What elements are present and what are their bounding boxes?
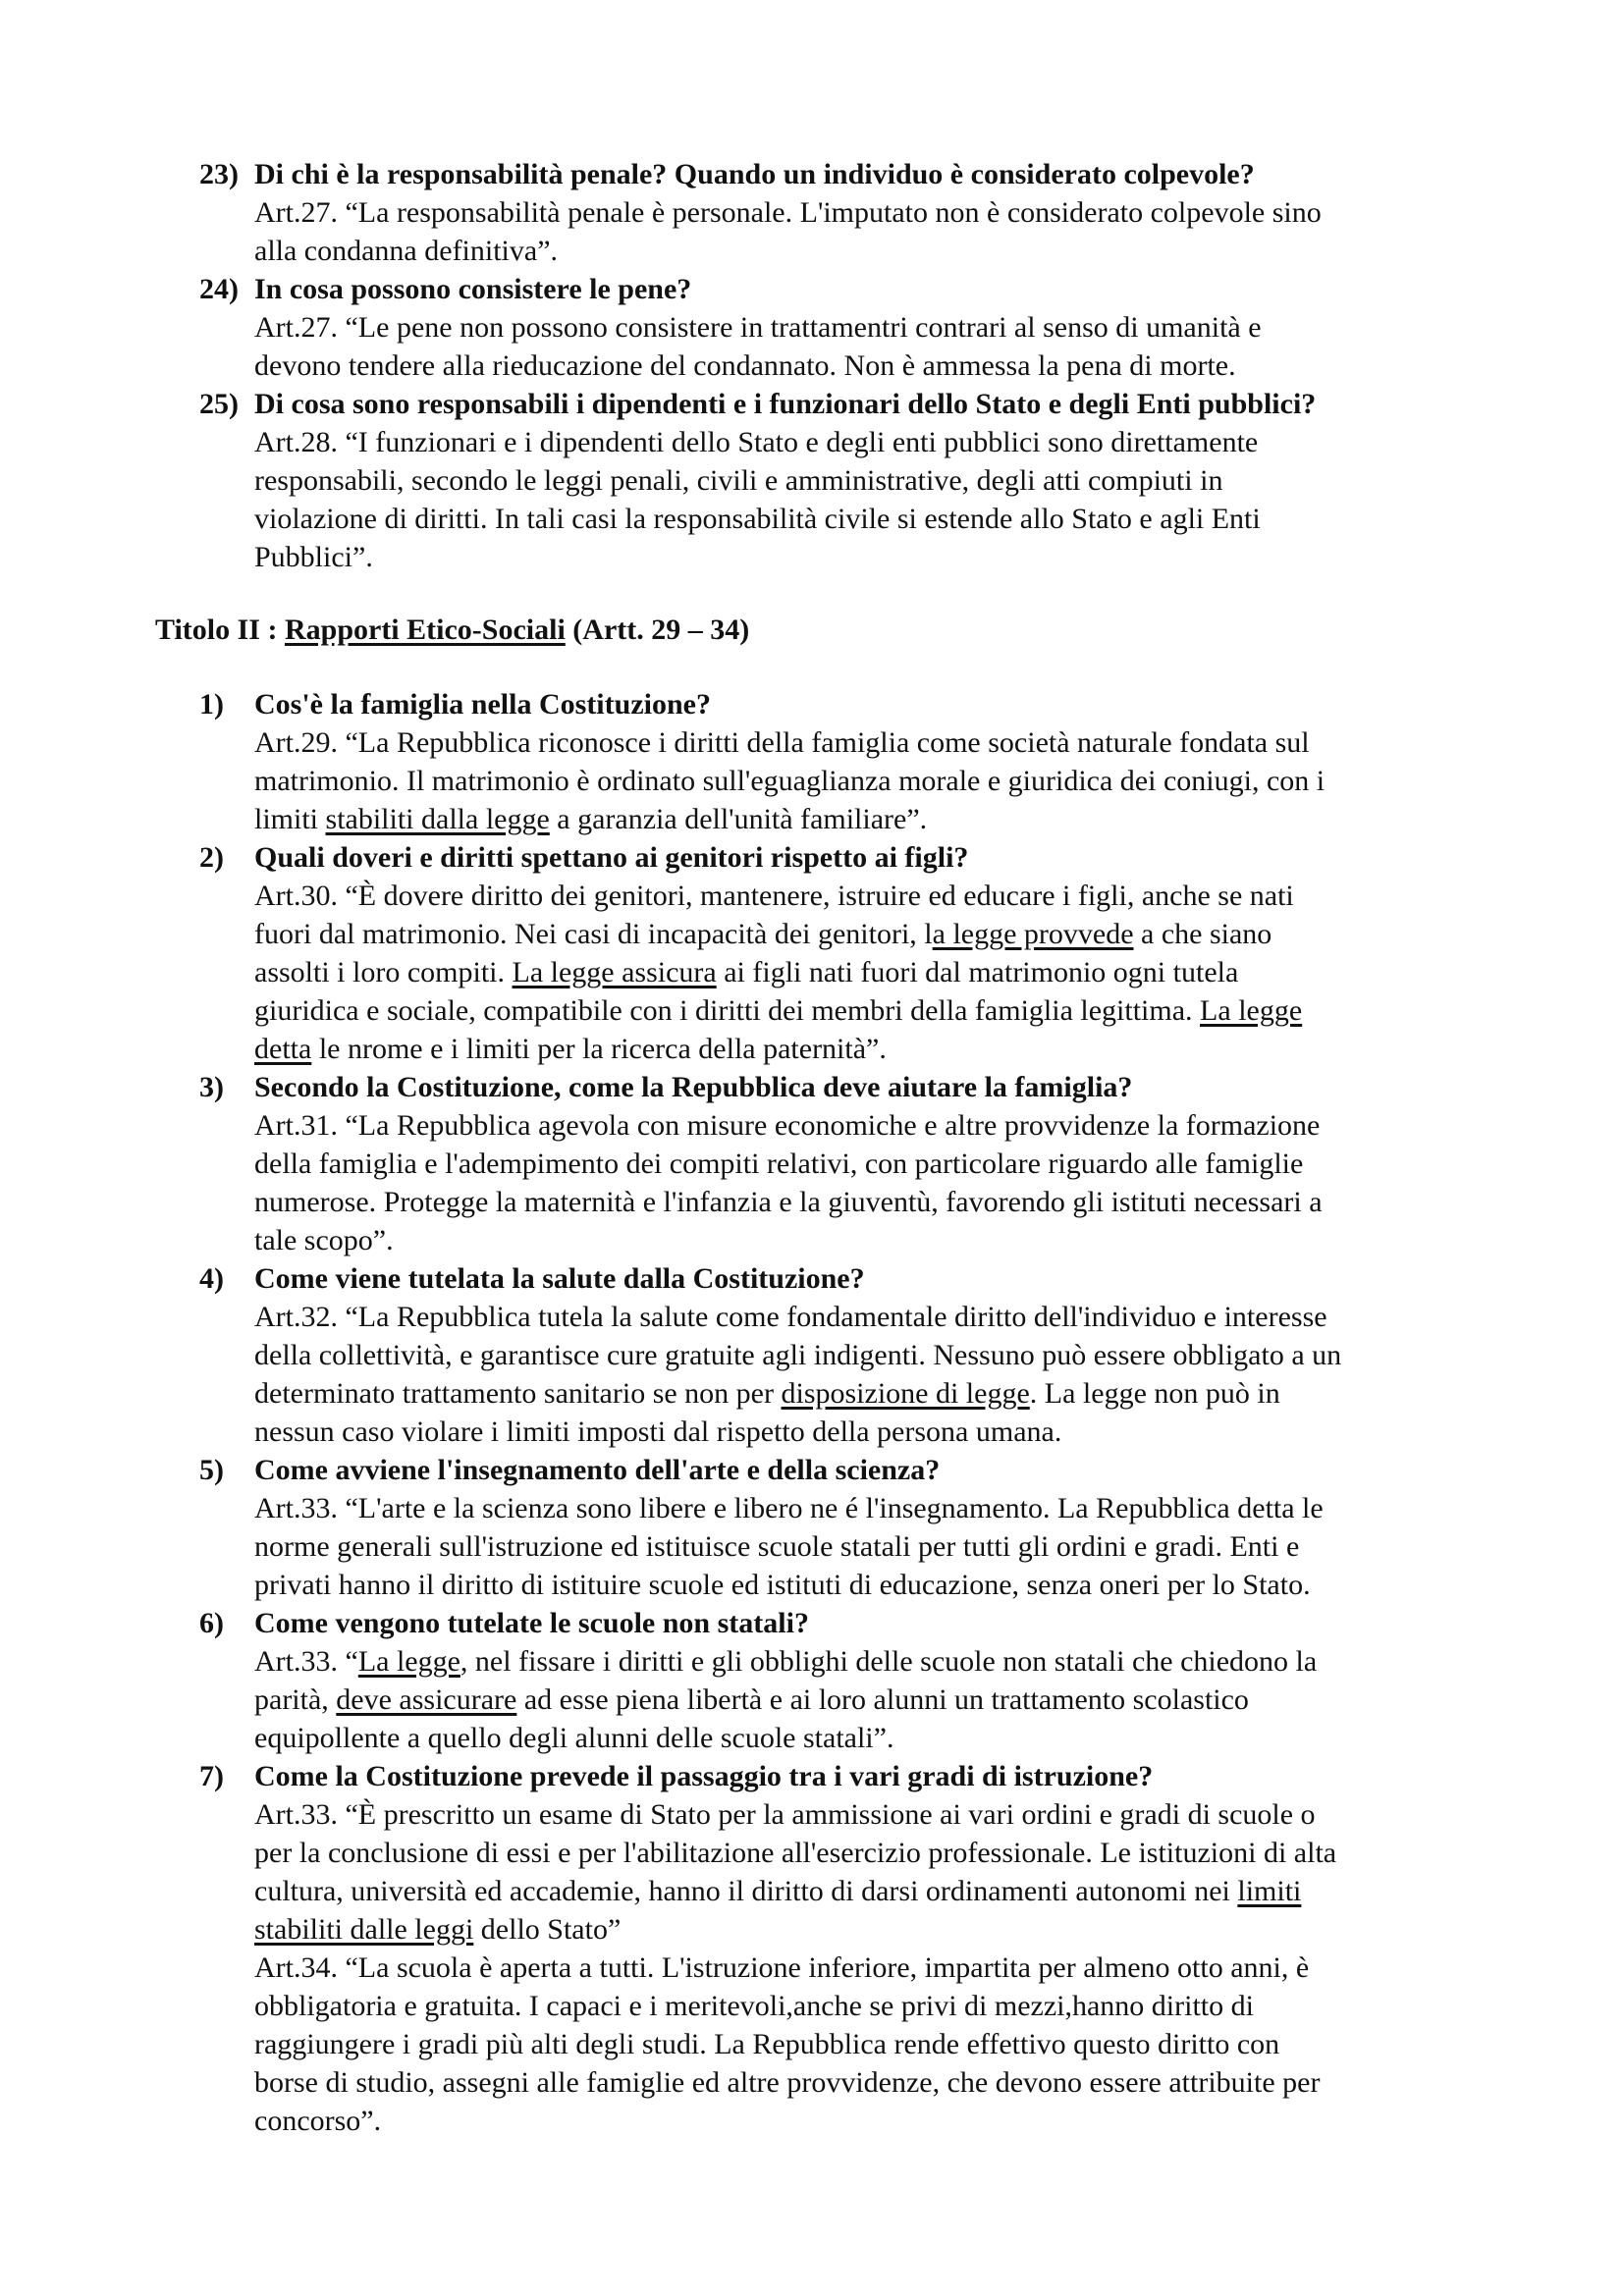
answer-line — [254, 915, 1491, 953]
question-item — [0, 1068, 1623, 1259]
text-segment: equipollente a quello degli alunni delle scuole statali”. — [254, 1722, 894, 1754]
text-segment: Art.33. “L'arte e la scienza sono libere e libero ne é l'insegnamento. La Repubblica detta le — [254, 1492, 1324, 1524]
answer-line — [254, 193, 1491, 232]
answer-line — [254, 2025, 1491, 2063]
question-number: 4) — [199, 1262, 224, 1295]
answer-text — [254, 1489, 1491, 1604]
underlined-phrase: stabiliti dalle leggi — [254, 1913, 474, 1946]
text-segment: cultura, università ed accademie, hanno il diritto di darsi ordinamenti autonomi nei — [254, 1875, 1238, 1907]
text-segment: limiti — [254, 803, 326, 835]
question-list-part1 — [0, 155, 1623, 576]
text-segment: Art.33. “È prescritto un esame di Stato per la ammissione ai vari ordini e gradi di scuole o — [254, 1798, 1316, 1831]
text-segment: privati hanno il diritto di istituire scuole ed istituti di educazione, senza oneri per lo Stato. — [254, 1569, 1311, 1601]
answer-text — [254, 1298, 1491, 1451]
text-segment: Art.30. “È dovere diritto dei genitori, mantenere, istruire ed educare i figli, anche se nati — [254, 880, 1294, 912]
answer-line — [254, 800, 1491, 838]
question-number: 24) — [199, 273, 239, 305]
answer-line — [254, 1489, 1491, 1527]
text-segment: dello Stato” — [473, 1913, 622, 1946]
text-segment: matrimonio. Il matrimonio è ordinato sull'eguaglianza morale e giuridica dei coniugi, con i — [254, 765, 1325, 797]
answer-line — [254, 1566, 1491, 1604]
answer-line — [254, 1298, 1491, 1336]
answer-text — [254, 1795, 1491, 2140]
text-segment: le nrome e i limiti per la ricerca della paternità”. — [311, 1033, 887, 1065]
section-heading — [155, 611, 749, 649]
text-segment: ai figli nati fuori dal matrimonio ogni tutela — [716, 956, 1239, 988]
question-text: Di cosa sono responsabili i dipendenti e i funzionari dello Stato e degli Enti pubblici? — [254, 388, 1317, 420]
question-number: 5) — [199, 1454, 224, 1486]
section-prefix: Titolo II : — [155, 614, 285, 646]
text-segment: a che siano — [1133, 918, 1272, 950]
question-text: Quali doveri e diritti spettano ai genitori rispetto ai figli? — [254, 841, 969, 874]
question-number: 3) — [199, 1071, 224, 1103]
answer-line — [254, 1642, 1491, 1681]
question-item — [0, 155, 1623, 270]
answer-line — [254, 1030, 1491, 1068]
answer-line — [254, 232, 1491, 270]
question-text: Come la Costituzione prevede il passaggio tra i vari gradi di istruzione? — [254, 1760, 1154, 1792]
text-segment: della famiglia e l'adempimento dei compiti relativi, con particolare riguardo alle famiglie — [254, 1148, 1304, 1180]
answer-text — [254, 423, 1491, 576]
text-segment: norme generali sull'istruzione ed istituisce scuole statali per tutti gli ordini e gradi. Enti e — [254, 1530, 1300, 1563]
answer-line — [254, 2102, 1491, 2140]
answer-line — [254, 1145, 1491, 1183]
underlined-phrase: La legge — [357, 1645, 460, 1678]
text-segment: Art.28. “I funzionari e i dipendenti dello Stato e degli enti pubblici sono direttamente — [254, 426, 1259, 458]
text-segment: a garanzia dell'unità familiare”. — [549, 803, 928, 835]
text-segment: Art.31. “La Repubblica agevola con misure economiche e altre provvidenze la formazione — [254, 1109, 1321, 1142]
answer-line — [254, 1719, 1491, 1757]
answer-line — [254, 1183, 1491, 1221]
text-segment: della collettività, e garantisce cure gratuite agli indigenti. Nessuno può essere obbligato a un — [254, 1339, 1342, 1371]
text-segment: Art.34. “La scuola è aperta a tutti. L'istruzione inferiore, impartita per almeno otto anni, è — [254, 1951, 1310, 1984]
question-text: Di chi è la responsabilità penale? Quando un individuo è considerato colpevole? — [254, 158, 1255, 190]
answer-text — [254, 308, 1491, 385]
text-segment: raggiungere i gradi più alti degli studi. La Repubblica rende effettivo questo diritto con — [254, 2028, 1280, 2060]
answer-line — [254, 762, 1491, 800]
answer-line — [254, 1221, 1491, 1259]
question-item — [0, 1451, 1623, 1604]
text-segment: alla condanna definitiva”. — [254, 235, 559, 267]
answer-line — [254, 991, 1491, 1030]
question-number: 6) — [199, 1607, 224, 1639]
text-segment: tale scopo”. — [254, 1224, 394, 1256]
text-segment: fuori dal matrimonio. Nei casi di incapacità dei genitori, l — [254, 918, 933, 950]
question-text: Come avviene l'insegnamento dell'arte e della scienza? — [254, 1454, 941, 1486]
text-segment: devono tendere alla rieducazione del condannato. Non è ammessa la pena di morte. — [254, 349, 1236, 382]
text-segment: . La legge non può in — [1029, 1377, 1280, 1410]
question-text: In cosa possono consistere le pene? — [254, 273, 692, 305]
question-text: Secondo la Costituzione, come la Repubblica deve aiutare la famiglia? — [254, 1071, 1133, 1103]
text-segment: nessun caso violare i limiti imposti dal rispetto della persona umana. — [254, 1415, 1062, 1448]
text-segment: obbligatoria e gratuita. I capaci e i meritevoli,anche se privi di mezzi,hanno diritto di — [254, 1990, 1254, 2022]
answer-line — [254, 1834, 1491, 1872]
question-item — [0, 685, 1623, 838]
answer-text — [254, 877, 1491, 1068]
answer-line — [254, 1106, 1491, 1145]
answer-line — [254, 1413, 1491, 1451]
text-segment: giuridica e sociale, compatibile con i diritti dei membri della famiglia legittima. — [254, 994, 1201, 1027]
text-segment: violazione di diritti. In tali casi la responsabilità civile si estende allo Stato e agli Enti — [254, 503, 1261, 535]
question-text: Cos'è la famiglia nella Costituzione? — [254, 688, 711, 721]
text-segment: parità, — [254, 1683, 337, 1716]
question-list-part2 — [0, 685, 1623, 2140]
question-number: 2) — [199, 841, 224, 874]
text-segment: Art.29. “La Repubblica riconosce i diritti della famiglia come società naturale fondata sul — [254, 726, 1310, 759]
question-number: 23) — [199, 158, 239, 190]
text-segment: determinato trattamento sanitario se non per — [254, 1377, 782, 1410]
answer-line — [254, 723, 1491, 762]
answer-text — [254, 1106, 1491, 1259]
text-segment: Art.27. “La responsabilità penale è personale. L'imputato non è considerato colpevole sino — [254, 196, 1322, 229]
answer-line — [254, 1681, 1491, 1719]
text-segment: Pubblici”. — [254, 541, 373, 573]
section-suffix: (Artt. 29 – 34) — [565, 614, 750, 646]
underlined-phrase: deve assicurare — [336, 1683, 517, 1716]
answer-text — [254, 193, 1491, 270]
answer-text — [254, 723, 1491, 838]
answer-line — [254, 500, 1491, 538]
answer-line — [254, 1374, 1491, 1413]
text-segment: numerose. Protegge la maternità e l'infanzia e la giuventù, favorendo gli istituti necessari a — [254, 1186, 1323, 1218]
question-item — [0, 1259, 1623, 1451]
question-item — [0, 838, 1623, 1068]
answer-line — [254, 877, 1491, 915]
question-item — [0, 1757, 1623, 2140]
text-segment: ad esse piena libertà e ai loro alunni un trattamento scolastico — [516, 1683, 1249, 1716]
answer-text — [254, 1642, 1491, 1757]
answer-line — [254, 1910, 1491, 1949]
text-segment: responsabili, secondo le leggi penali, civili e amministrative, degli atti compiuti in — [254, 464, 1223, 497]
question-text: Come viene tutelata la salute dalla Costituzione? — [254, 1262, 865, 1295]
question-number: 1) — [199, 688, 224, 721]
answer-line — [254, 461, 1491, 500]
text-segment: Art.27. “Le pene non possono consistere in trattamentri contrari al senso di umanità e — [254, 311, 1262, 344]
underlined-phrase: a legge provvede — [932, 918, 1134, 950]
answer-line — [254, 953, 1491, 991]
question-item — [0, 385, 1623, 576]
underlined-phrase: stabiliti dalla legge — [325, 803, 550, 835]
text-segment: borse di studio, assegni alle famiglie ed altre provvidenze, che devono essere attribuite per — [254, 2066, 1321, 2099]
answer-line — [254, 1336, 1491, 1374]
text-segment: Art.33. “ — [254, 1645, 358, 1678]
answer-line — [254, 538, 1491, 576]
answer-line — [254, 2063, 1491, 2102]
section-title: Rapporti Etico-Sociali — [284, 614, 566, 646]
answer-line — [254, 1872, 1491, 1910]
question-number: 25) — [199, 388, 239, 420]
answer-line — [254, 1949, 1491, 1987]
underlined-phrase: detta — [254, 1033, 312, 1065]
text-segment: , nel fissare i diritti e gli obblighi delle scuole non statali che chiedono la — [460, 1645, 1318, 1678]
underlined-phrase: La legge — [1200, 994, 1303, 1027]
underlined-phrase: limiti — [1237, 1875, 1302, 1907]
answer-line — [254, 423, 1491, 461]
answer-line — [254, 1987, 1491, 2025]
text-segment: concorso”. — [254, 2105, 382, 2137]
answer-line — [254, 1527, 1491, 1566]
text-segment: per la conclusione di essi e per l'abilitazione all'esercizio professionale. Le istituzioni di alta — [254, 1837, 1337, 1869]
question-text: Come vengono tutelate le scuole non statali? — [254, 1607, 809, 1639]
text-segment: assolti i loro compiti. — [254, 956, 513, 988]
answer-line — [254, 1795, 1491, 1834]
text-segment: Art.32. “La Repubblica tutela la salute come fondamentale diritto dell'individuo e interesse — [254, 1301, 1327, 1333]
answer-line — [254, 347, 1491, 385]
underlined-phrase: La legge assicura — [512, 956, 717, 988]
underlined-phrase: disposizione di legge — [781, 1377, 1030, 1410]
question-item — [0, 1604, 1623, 1757]
question-item — [0, 270, 1623, 385]
question-number: 7) — [199, 1760, 224, 1792]
answer-line — [254, 308, 1491, 347]
